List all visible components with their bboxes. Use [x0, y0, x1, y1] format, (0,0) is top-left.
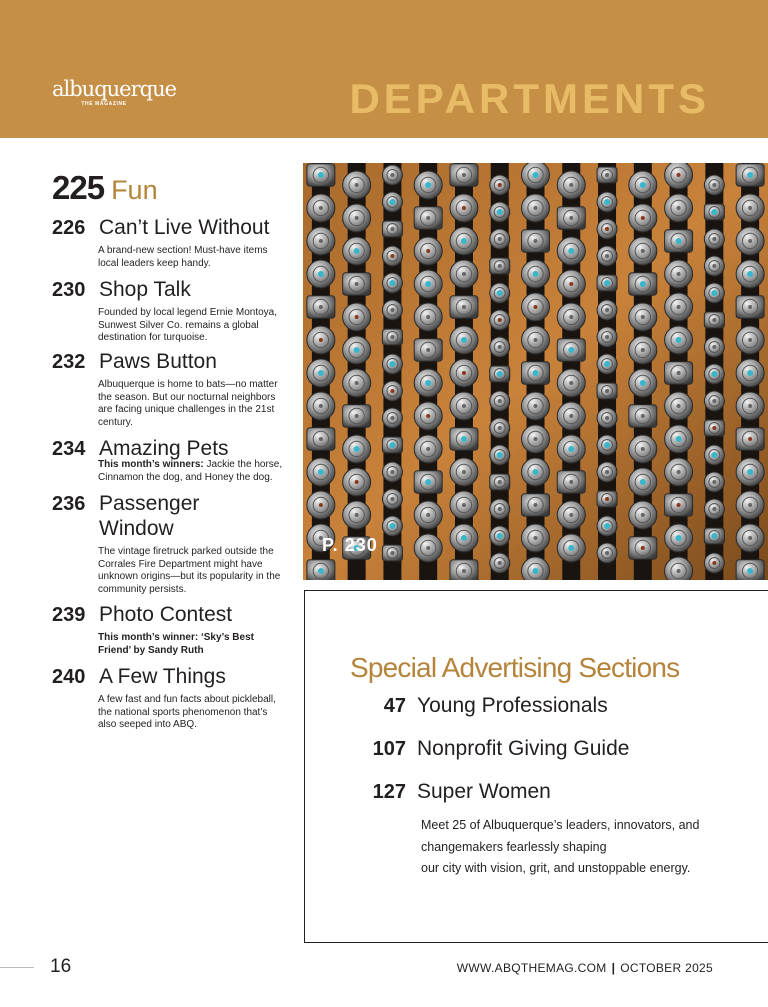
- concho: [307, 227, 335, 255]
- website-link[interactable]: WWW.ABQTHEMAG.COM: [456, 961, 607, 975]
- toc-description-text: Founded by local legend Ernie Montoya, Sunwest Silver Co. remains a global destination for turquoise.: [98, 307, 278, 343]
- concho: [629, 405, 657, 427]
- concho: [629, 171, 657, 199]
- concho: [704, 256, 724, 276]
- concho: [557, 207, 585, 229]
- concho: [597, 462, 617, 482]
- concho: [704, 364, 724, 384]
- concho: [557, 339, 585, 361]
- concho: [307, 326, 335, 354]
- concho: [414, 171, 442, 199]
- toc-description: [98, 694, 288, 732]
- concho: [490, 258, 510, 274]
- concho: [343, 336, 371, 364]
- ad-item-nonprofit-giving-guide[interactable]: [352, 737, 629, 761]
- concho: [557, 402, 585, 430]
- concho: [490, 202, 510, 222]
- concho: [736, 560, 764, 580]
- description-line: changemakers fearlessly shaping: [421, 839, 607, 854]
- concho: [450, 560, 478, 580]
- concho: [736, 296, 764, 318]
- concho: [490, 337, 510, 357]
- concho: [704, 472, 724, 492]
- concho: [736, 359, 764, 387]
- concho: [382, 221, 402, 237]
- concho: [382, 408, 402, 428]
- toc-description-bold: This month’s winners:: [98, 459, 204, 470]
- toc-description: [98, 459, 288, 484]
- concho: [307, 164, 335, 186]
- toc-description-text: A few fast and fun facts about pickleball, the national sports phenomenon that’s also seeped into ABQ.: [98, 694, 276, 730]
- concho: [450, 491, 478, 519]
- concho: [307, 296, 335, 318]
- concho: [307, 194, 335, 222]
- toc-item-photo-contest[interactable]: [52, 602, 292, 657]
- concho: [629, 537, 657, 559]
- ad-item-super-women[interactable]: [352, 780, 551, 804]
- concho: [665, 194, 693, 222]
- concho: [629, 336, 657, 364]
- concho: [414, 339, 442, 361]
- concho: [307, 491, 335, 519]
- concho: [665, 524, 693, 552]
- concho: [704, 204, 724, 220]
- concho: [736, 194, 764, 222]
- concho: [522, 293, 550, 321]
- concho: [557, 237, 585, 265]
- concho: [736, 392, 764, 420]
- concho: [343, 303, 371, 331]
- concho: [557, 171, 585, 199]
- concho: [704, 553, 724, 573]
- concho: [736, 524, 764, 552]
- conchos-illustration: [303, 163, 768, 580]
- concho: [597, 167, 617, 183]
- concho: [414, 471, 442, 493]
- ad-page-number: 47: [383, 695, 406, 717]
- concho: [597, 354, 617, 374]
- footer-rule: [0, 967, 34, 968]
- concho: [490, 418, 510, 438]
- concho: [736, 164, 764, 186]
- concho: [382, 165, 402, 185]
- concho: [490, 229, 510, 249]
- concho: [343, 501, 371, 529]
- toc-title: Photo Contest: [99, 603, 233, 626]
- toc-item-amazing-pets[interactable]: [52, 436, 292, 484]
- ad-title: Super Women: [417, 780, 551, 803]
- concho: [704, 312, 724, 328]
- concho: [704, 283, 724, 303]
- concho: [665, 163, 693, 189]
- concho: [736, 428, 764, 450]
- concho: [343, 204, 371, 232]
- toc-description-text: The vintage firetruck parked outside the Corrales Fire Department might have unknown origins—but its popularity in the community persists.: [98, 546, 281, 595]
- concho: [307, 359, 335, 387]
- concho: [490, 283, 510, 303]
- concho: [557, 501, 585, 529]
- issue-date: OCTOBER 2025: [620, 961, 713, 975]
- concho: [597, 300, 617, 320]
- concho: [557, 534, 585, 562]
- concho: [522, 230, 550, 252]
- concho: [343, 405, 371, 427]
- toc-title: Shop Talk: [99, 278, 191, 301]
- concho: [736, 260, 764, 288]
- concho: [597, 327, 617, 347]
- concho: [382, 381, 402, 401]
- concho: [522, 163, 550, 189]
- concho: [307, 458, 335, 486]
- concho: [704, 420, 724, 436]
- concho: [704, 175, 724, 195]
- concho: [450, 428, 478, 450]
- concho: [307, 260, 335, 288]
- toc-page-number: 236: [52, 493, 86, 515]
- concho: [450, 227, 478, 255]
- concho: [629, 204, 657, 232]
- concho: [382, 545, 402, 561]
- concho: [557, 369, 585, 397]
- concho: [597, 516, 617, 536]
- concho: [557, 435, 585, 463]
- concho: [704, 229, 724, 249]
- toc-page-number: 234: [52, 438, 86, 460]
- concho: [522, 425, 550, 453]
- concho: [307, 392, 335, 420]
- toc-description: [98, 546, 288, 596]
- concho: [522, 326, 550, 354]
- concho: [597, 383, 617, 399]
- toc-description-text: Jackie the horse, Cinnamon the dog, and Honey the dog.: [98, 459, 283, 483]
- concho: [736, 491, 764, 519]
- concho: [597, 408, 617, 428]
- concho: [665, 557, 693, 580]
- concho: [382, 462, 402, 482]
- concho: [629, 435, 657, 463]
- toc-page-number: 240: [52, 666, 86, 688]
- magazine-logo[interactable]: [52, 77, 177, 107]
- toc-description: [98, 245, 288, 270]
- concho: [450, 458, 478, 486]
- concho: [704, 445, 724, 465]
- description-line: our city with vision, grit, and unstoppable energy.: [421, 861, 691, 875]
- concho: [704, 499, 724, 519]
- concho: [522, 194, 550, 222]
- concho: [414, 303, 442, 331]
- concho: [522, 494, 550, 516]
- concho: [450, 164, 478, 186]
- concho: [629, 273, 657, 295]
- concho: [490, 474, 510, 490]
- concho: [382, 354, 402, 374]
- description-line: Meet 25 of Albuquerque’s leaders, innovators, and: [421, 818, 700, 832]
- toc-description-text: Albuquerque is home to bats—no matter the season. But our nocturnal neighbors are facing unique challenges in the 21st century.: [98, 379, 278, 428]
- concho: [382, 516, 402, 536]
- concho: [343, 273, 371, 295]
- concho: [736, 227, 764, 255]
- toc-item-passenger-window[interactable]: [52, 491, 292, 596]
- concho: [414, 237, 442, 265]
- concho: [736, 458, 764, 486]
- concho: [736, 326, 764, 354]
- concho: [665, 293, 693, 321]
- footer-separator: |: [611, 961, 616, 975]
- ad-page-number: 107: [372, 738, 406, 760]
- toc-title-line-2: Window: [99, 517, 174, 540]
- concho: [382, 489, 402, 509]
- concho: [490, 310, 510, 330]
- ad-title: Young Professionals: [417, 694, 608, 717]
- concho: [450, 260, 478, 288]
- concho: [704, 337, 724, 357]
- section-name: Fun: [111, 175, 158, 205]
- section-heading: [52, 169, 158, 207]
- section-page-number: 225: [52, 169, 105, 206]
- concho: [665, 458, 693, 486]
- concho: [490, 499, 510, 519]
- concho: [490, 553, 510, 573]
- concho: [382, 273, 402, 293]
- concho: [450, 392, 478, 420]
- logo-wordmark: albuquerque: [52, 77, 177, 101]
- concho: [382, 246, 402, 266]
- ad-page-number: 127: [372, 781, 406, 803]
- photo-page-reference: P. 230: [322, 535, 378, 555]
- concho: [382, 300, 402, 320]
- concho: [414, 435, 442, 463]
- toc-page-number: 232: [52, 351, 86, 373]
- concho: [343, 171, 371, 199]
- logo-tagline: THE MAGAZINE: [81, 101, 127, 107]
- concho: [490, 175, 510, 195]
- concho: [522, 458, 550, 486]
- concho: [629, 501, 657, 529]
- header-banner: [0, 0, 768, 138]
- toc-page-number: 230: [52, 279, 86, 301]
- concho: [557, 471, 585, 493]
- concho: [597, 275, 617, 291]
- toc-page-number: 226: [52, 217, 86, 239]
- concho: [557, 303, 585, 331]
- concho: [490, 366, 510, 382]
- page-title: DEPARTMENTS: [349, 75, 710, 122]
- concho: [343, 369, 371, 397]
- concho: [597, 491, 617, 507]
- concho: [665, 392, 693, 420]
- concho: [414, 402, 442, 430]
- toc-page-number: 239: [52, 604, 86, 626]
- concho: [597, 246, 617, 266]
- toc-description: [98, 379, 288, 429]
- concho: [307, 428, 335, 450]
- concho: [450, 359, 478, 387]
- toc-item-shop-talk[interactable]: [52, 277, 292, 345]
- concho: [414, 369, 442, 397]
- concho: [665, 260, 693, 288]
- concho: [490, 526, 510, 546]
- page-number: 16: [50, 956, 72, 977]
- toc-item-cant-live-without[interactable]: [52, 215, 292, 270]
- concho: [522, 362, 550, 384]
- concho: [629, 237, 657, 265]
- concho: [343, 435, 371, 463]
- concho: [704, 528, 724, 544]
- concho: [629, 468, 657, 496]
- concho: [522, 392, 550, 420]
- concho: [490, 391, 510, 411]
- toc-title: A Few Things: [99, 665, 226, 688]
- concho: [597, 543, 617, 563]
- belt-buckles-photo[interactable]: [303, 163, 768, 580]
- concho: [382, 329, 402, 345]
- concho: [414, 207, 442, 229]
- concho: [522, 260, 550, 288]
- concho: [414, 270, 442, 298]
- toc-description-bold: This month’s winner: ‘Sky’s Best Friend’ by Sandy Ruth: [98, 632, 254, 656]
- concho: [522, 524, 550, 552]
- concho: [450, 326, 478, 354]
- concho: [665, 230, 693, 252]
- toc-title: Amazing Pets: [99, 437, 229, 460]
- concho: [665, 494, 693, 516]
- concho: [307, 560, 335, 580]
- concho: [343, 468, 371, 496]
- ad-title: Nonprofit Giving Guide: [417, 737, 630, 760]
- super-women-description: [421, 815, 741, 880]
- concho: [414, 534, 442, 562]
- concho: [597, 435, 617, 455]
- concho: [450, 524, 478, 552]
- concho: [597, 192, 617, 212]
- toc-item-a-few-things[interactable]: [52, 664, 292, 732]
- concho: [665, 425, 693, 453]
- footer-info: [457, 961, 713, 975]
- concho: [490, 445, 510, 465]
- concho: [704, 391, 724, 411]
- concho: [450, 296, 478, 318]
- concho: [382, 437, 402, 453]
- concho: [450, 194, 478, 222]
- concho: [557, 270, 585, 298]
- toc-description: [98, 307, 288, 345]
- toc-description-text: A brand-new section! Must-have items local leaders keep handy.: [98, 245, 268, 269]
- special-advertising-box: [304, 590, 768, 943]
- special-advertising-heading: Special Advertising Sections: [350, 652, 680, 683]
- concho: [382, 192, 402, 212]
- concho: [522, 557, 550, 580]
- toc-description: [98, 632, 288, 657]
- toc-title: Passenger: [99, 492, 200, 515]
- concho: [665, 326, 693, 354]
- concho: [597, 219, 617, 239]
- concho: [414, 501, 442, 529]
- toc-title: Can’t Live Without: [99, 216, 270, 239]
- concho: [629, 369, 657, 397]
- toc-item-paws-button[interactable]: [52, 349, 292, 429]
- concho: [665, 362, 693, 384]
- concho: [343, 237, 371, 265]
- ad-item-young-professionals[interactable]: [352, 694, 608, 718]
- concho: [629, 303, 657, 331]
- toc-title: Paws Button: [99, 350, 217, 373]
